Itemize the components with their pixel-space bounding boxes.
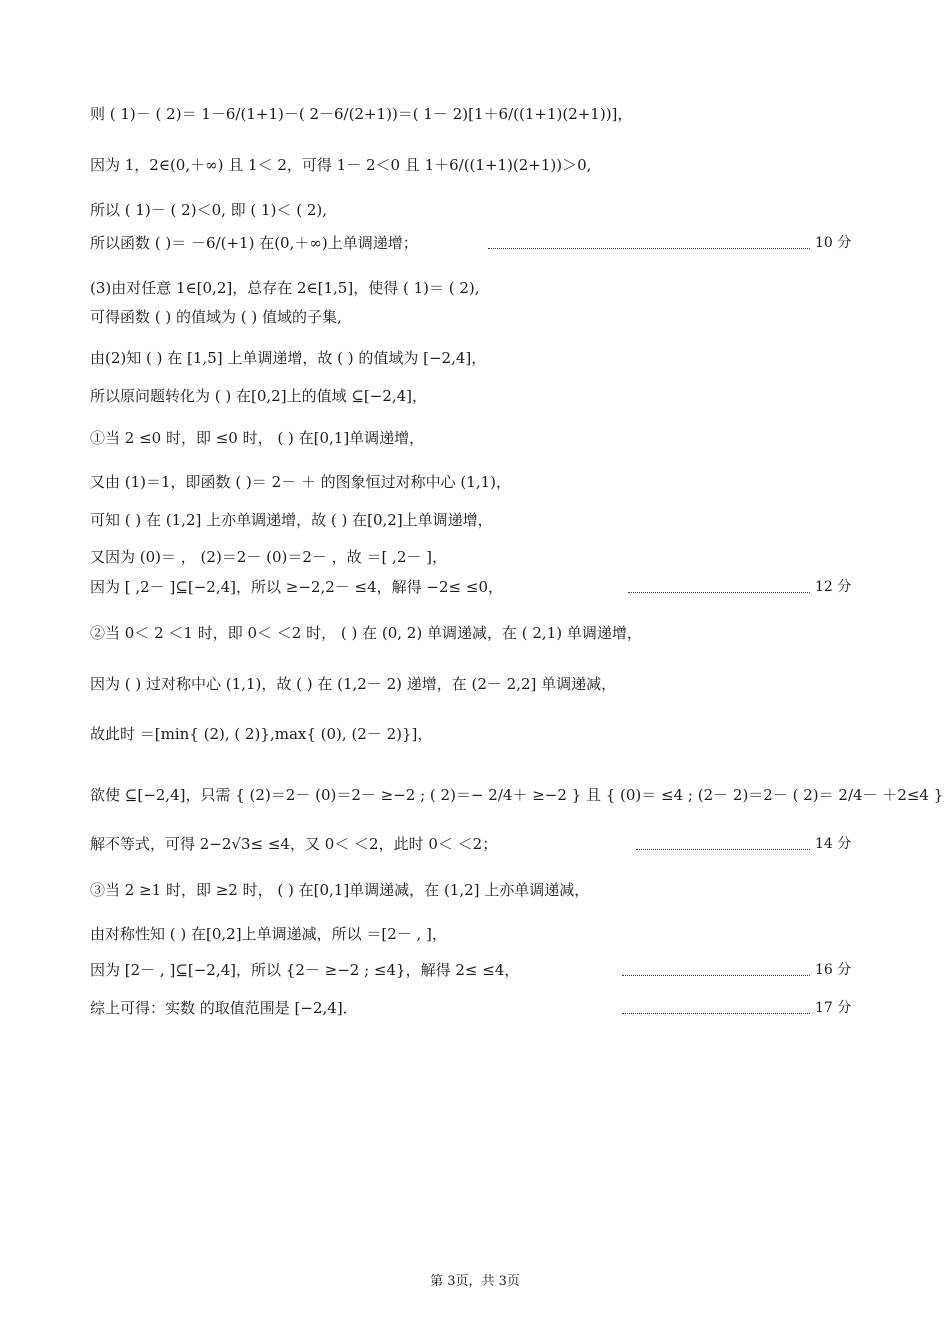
line-7: 由(2)知 ( ) 在 [1,5] 上单调递增，故 ( ) 的值域为 [−2,4]， [90,349,487,367]
line-12: 又因为 (0)＝ ， (2)＝2－ (0)＝2－ ，故 ＝[ ,2－ ]， [90,548,447,566]
score-14: 14 分 [815,836,852,852]
line-21: 因为 [2－ , ]⊆[−2,4]，所以 {2－ ≥−2 ; ≤4}，解得 2≤ ≤4， [90,961,520,979]
page-footer: 第 3页，共 3页 [430,1274,520,1289]
line-9: ①当 2 ≤0 时，即 ≤0 时， ( ) 在[0,1]单调递增， [90,429,425,447]
score-17: 17 分 [815,1000,852,1016]
leader-dots [622,975,810,976]
leader-dots [488,248,810,249]
leader-dots [622,1013,810,1014]
line-15: 因为 ( ) 过对称中心 (1,1)，故 ( ) 在 (1,2－ 2) 递增，在 (2－ 2,2] 单调递减， [90,675,617,693]
leader-dots [628,592,810,593]
line-5: (3)由对任意 1∈[0,2]，总存在 2∈[1,5]，使得 ( 1)＝ ( 2), [90,279,480,297]
score-16: 16 分 [815,962,852,978]
line-18: 解不等式，可得 2−2√3≤ ≤4，又 0＜ ＜2，此时 0＜ ＜2； [90,835,498,853]
line-16: 故此时 ＝[min{ (2), ( 2)},max{ (0), (2－ 2)}]， [90,725,433,743]
line-13: 因为 [ ,2－ ]⊆[−2,4]，所以 ≥−2,2－ ≤4，解得 −2≤ ≤0， [90,578,503,596]
line-17: 欲使 ⊆[−2,4]，只需 { (2)＝2－ (0)＝2－ ≥−2 ; ( 2)＝− 2/4＋ ≥−2 } 且 { (0)＝ ≤4 ; (2－ 2)＝2－ ( 2)＝ 2/4－ ＋2≤4 } [90,786,944,804]
line-10: 又由 (1)＝1，即函数 ( )＝ 2－ ＋ 的图象恒过对称中心 (1,1)， [90,473,511,491]
line-1: 则 ( 1)－ ( 2)＝ 1－6/(1+1)－( 2－6/(2+1))＝( 1－ 2)[1＋6/((1+1)(2+1))]， [90,105,633,123]
line-19: ③当 2 ≥1 时，即 ≥2 时， ( ) 在[0,1]单调递减，在 (1,2] 上亦单调递减， [90,881,590,899]
score-12: 12 分 [815,579,852,595]
leader-dots [636,849,810,850]
line-11: 可知 ( ) 在 (1,2] 上亦单调递增，故 ( ) 在[0,2]上单调递增， [90,511,493,529]
line-4: 所以函数 ( )＝ －6/(+1) 在(0,＋∞)上单调递增； [90,234,418,252]
score-10: 10 分 [815,235,852,251]
line-8: 所以原问题转化为 ( ) 在[0,2]上的值域 ⊆[−2,4]， [90,387,428,405]
line-20: 由对称性知 ( ) 在[0,2]上单调递减，所以 ＝[2－ , ]， [90,925,447,943]
line-14: ②当 0＜ 2 ＜1 时，即 0＜ ＜2 时， ( ) 在 (0, 2) 单调递减，在 ( 2,1) 单调递增， [90,624,642,642]
line-22: 综上可得：实数 的取值范围是 [−2,4]． [90,999,358,1017]
line-6: 可得函数 ( ) 的值域为 ( ) 值域的子集, [90,308,342,326]
line-2: 因为 1，2∈(0,＋∞) 且 1＜ 2，可得 1－ 2＜0 且 1＋6/((1+1)(2+1))＞0, [90,156,592,174]
line-3: 所以 ( 1)－ ( 2)＜0, 即 ( 1)＜ ( 2), [90,201,327,219]
